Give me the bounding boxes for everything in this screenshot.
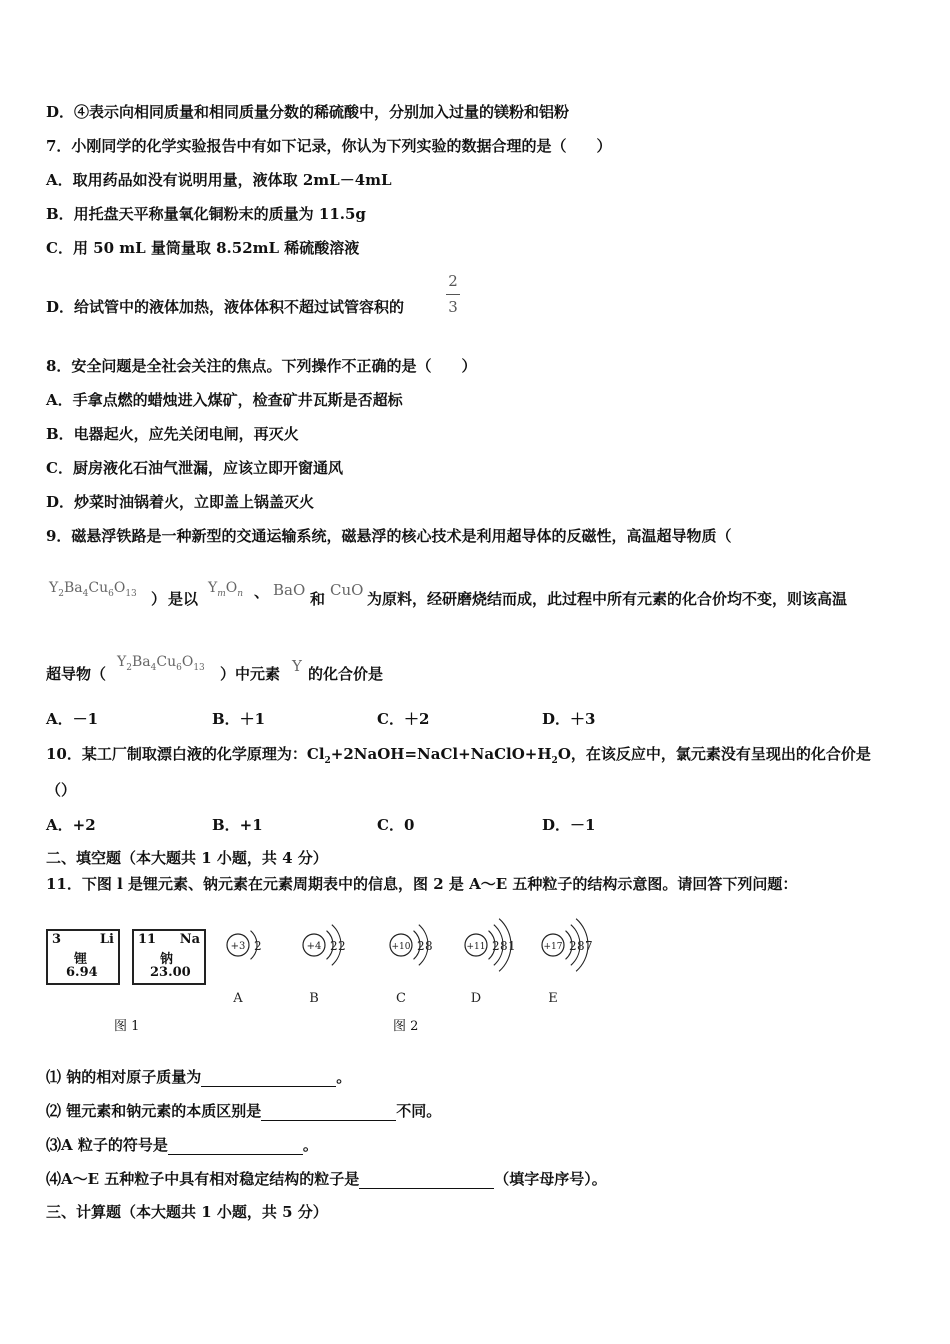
q9-paren-close: ）: [151, 590, 167, 608]
atom-label: E: [548, 991, 558, 1005]
atom-C: [390, 925, 433, 1005]
figure2-caption: 图 2: [393, 1019, 419, 1034]
q9-line3c: 的化合价是: [308, 665, 384, 683]
electron-count: 8: [425, 939, 433, 953]
formula-y2ba4cu6o13-2: $Y_2Ba_4Cu_6O_{13}$: [117, 654, 205, 673]
q10-option-b: B．+1: [212, 816, 263, 834]
nucleus-charge: +17: [543, 942, 563, 952]
electron-count: 2: [492, 939, 500, 953]
q11-sub1: ⑴ 钠的相对原子质量为 。: [46, 1068, 352, 1086]
q7-option-d: D．给试管中的液体加热，液体体积不超过试管容积的: [46, 298, 405, 316]
q11-stem: 11．下图 l 是锂元素、钠元素在元素周期表中的信息，图 2 是 A～E 五种粒子的结构示意图。请回答下列问题：: [46, 875, 798, 893]
q9-option-b: B．＋1: [212, 710, 266, 728]
na-name: 钠: [160, 952, 174, 967]
q8-option-a: A．手拿点燃的蜡烛进入煤矿，检查矿井瓦斯是否超标: [46, 391, 403, 409]
sodium-element-box: [132, 929, 206, 985]
formula-ymon: $Y_mO_n$: [208, 580, 244, 599]
q8-option-b: B．电器起火，应先关闭电闸，再灭火: [46, 425, 299, 443]
electron-count: 8: [500, 939, 508, 953]
q9-text-b: 为原料，经研磨烧结而成，此过程中所有元素的化合价均不变，则该高温: [367, 590, 848, 608]
q11-sub3: ⑶A 粒子的符号是 。: [46, 1136, 318, 1154]
li-name: 锂: [74, 952, 88, 967]
q9-line3b: ）中元素: [220, 665, 281, 683]
q9-line3a: 超导物（: [46, 665, 107, 683]
q7-fraction: [446, 272, 460, 318]
section2-heading: 二、填空题（本大题共 1 小题，共 4 分）: [46, 849, 328, 867]
fraction-bar: [446, 294, 460, 295]
q9-option-d: D．＋3: [542, 710, 596, 728]
nucleus-charge: +4: [306, 941, 322, 952]
q9-option-a: A．－1: [46, 710, 99, 728]
na-symbol: Na: [179, 932, 200, 947]
li-mass: 6.94: [66, 965, 98, 980]
nucleus-charge: +11: [466, 942, 486, 952]
answer-blank-1[interactable]: [201, 1070, 336, 1087]
q10-option-a: A．+2: [46, 816, 96, 834]
q9-text-a: 是以: [168, 590, 199, 608]
electron-count: 2: [254, 939, 262, 953]
q10-stem: 10．某工厂制取漂白液的化学原理为：$Cl_2+2NaOH=NaCl+NaClO+H_2O$，在该反应中，氯元素没有呈现出的化合价是: [46, 745, 871, 766]
formula-bao: BaO: [273, 581, 306, 599]
fraction-denominator: 3: [448, 298, 458, 316]
electron-count: 2: [569, 939, 577, 953]
li-symbol: Li: [99, 932, 114, 947]
na-atomic-number: 11: [138, 932, 157, 947]
q6-option-d: D．④表示向相同质量和相同质量分数的稀硫酸中，分别加入过量的镁粉和铝粉: [46, 103, 570, 121]
atom-E: [542, 919, 593, 1005]
atom-D: [465, 919, 516, 1005]
q7-stem: 7．小刚同学的化学实验报告中有如下记录，你认为下列实验的数据合理的是（ ）: [46, 137, 612, 155]
section3-heading: 三、计算题（本大题共 1 小题，共 5 分）: [46, 1203, 328, 1221]
q9-separator: 、: [254, 583, 270, 601]
q10-paren: （）: [46, 781, 77, 799]
q8-option-c: C．厨房液化石油气泄漏，应该立即开窗通风: [46, 459, 343, 477]
electron-count: 7: [585, 939, 593, 953]
q11-sub4: ⑷A～E 五种粒子中具有相对稳定结构的粒子是 （填字母序号）。: [46, 1170, 607, 1188]
atom-label: B: [309, 991, 319, 1005]
electron-count: 2: [417, 939, 425, 953]
na-mass: 23.00: [150, 965, 191, 980]
answer-blank-2[interactable]: [261, 1104, 396, 1121]
q10-option-c: C．0: [377, 816, 415, 834]
q7-option-c: C．用 50 mL 量筒量取 8.52mL 稀硫酸溶液: [46, 239, 360, 257]
electron-count: 2: [338, 939, 346, 953]
electron-count: 1: [508, 939, 516, 953]
q10-option-d: D．－1: [542, 816, 596, 834]
fraction-numerator: 2: [448, 272, 458, 290]
q9-stem-line1: 9．磁悬浮铁路是一种新型的交通运输系统，磁悬浮的核心技术是利用超导体的反磁性，高温超导物质（: [46, 527, 732, 545]
q8-stem: 8．安全问题是全社会关注的焦点。下列操作不正确的是（ ）: [46, 357, 477, 375]
atom-label: A: [233, 991, 243, 1005]
atom-label: C: [396, 991, 406, 1005]
electron-count: 2: [330, 939, 338, 953]
figure1-caption: 图 1: [114, 1019, 140, 1034]
formula-y2ba4cu6o13: $Y_2Ba_4Cu_6O_{13}$: [49, 580, 137, 599]
q7-option-a: A．取用药品如没有说明用量，液体取 2mL－4mL: [46, 171, 392, 189]
lithium-element-box: [46, 929, 120, 985]
answer-blank-3[interactable]: [168, 1138, 303, 1155]
nucleus-charge: +10: [391, 942, 411, 952]
q7-option-b: B．用托盘天平称量氧化铜粉末的质量为 11.5g: [46, 205, 366, 223]
formula-cuo: CuO: [330, 581, 364, 599]
nucleus-charge: +3: [230, 941, 246, 952]
atom-B: [303, 925, 346, 1005]
answer-blank-4[interactable]: [359, 1172, 494, 1189]
li-atomic-number: 3: [52, 932, 62, 947]
q11-sub2: ⑵ 锂元素和钠元素的本质区别是 不同。: [46, 1102, 442, 1120]
atom-label: D: [470, 991, 482, 1005]
q8-option-d: D．炒菜时油锅着火，立即盖上锅盖灭火: [46, 493, 315, 511]
atom-structure-diagrams: [210, 905, 810, 1005]
q9-option-c: C．＋2: [377, 710, 430, 728]
electron-count: 8: [577, 939, 585, 953]
atom-A: [227, 931, 262, 1005]
q9-and: 和: [310, 590, 326, 608]
element-y: Y: [292, 657, 302, 675]
